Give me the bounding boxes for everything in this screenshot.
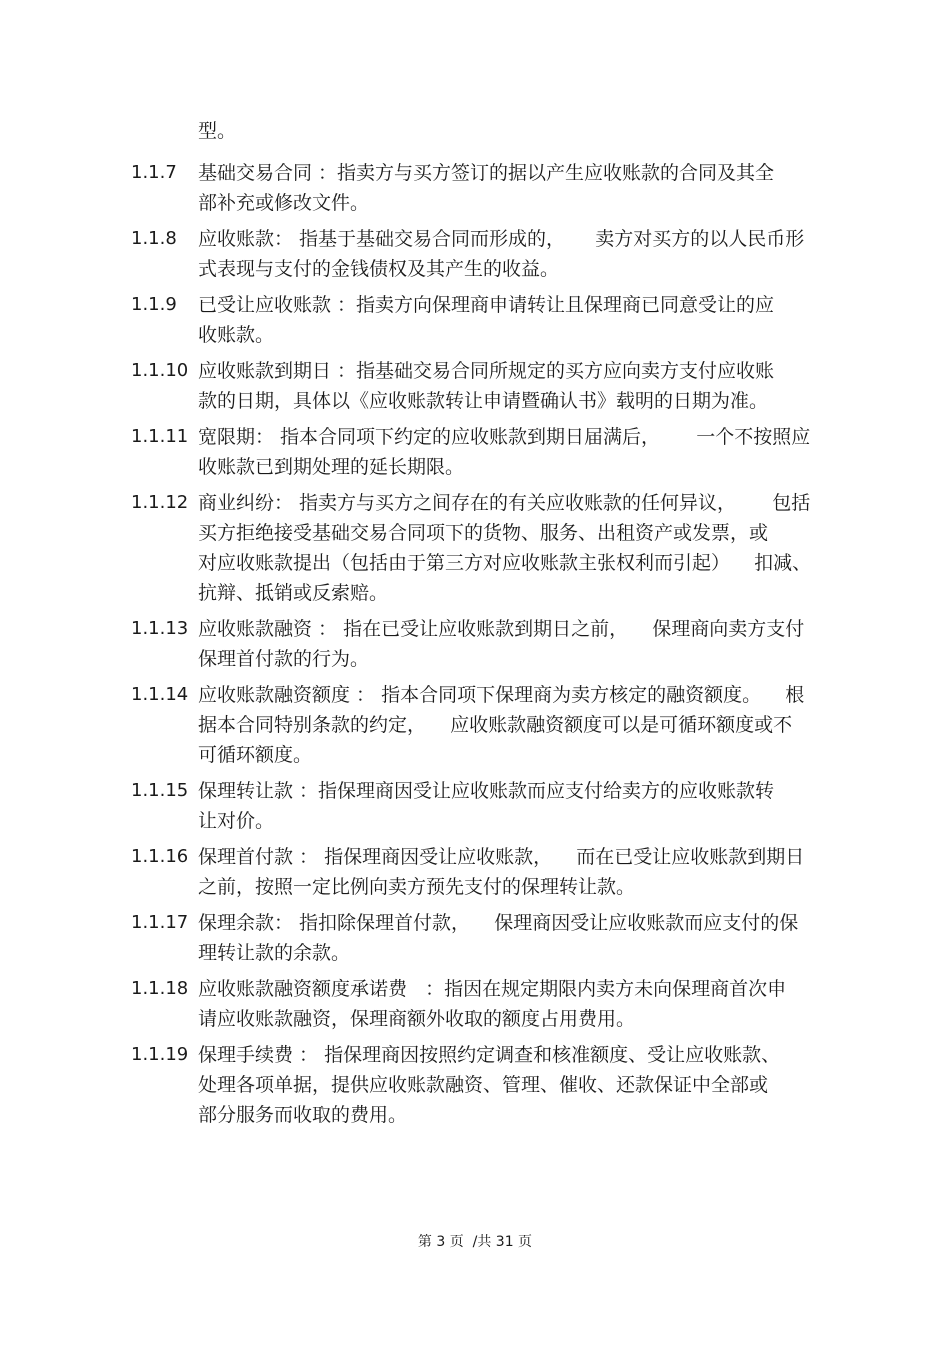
clause-text-line: 让对价。 (198, 810, 275, 832)
clause-text-line: 商业纠纷： 指卖方与买方之间存在的有关应收账款的任何异议， 包括 (198, 492, 811, 514)
clause-item (0, 614, 950, 674)
clause-text-line: 应收账款： 指基于基础交易合同而形成的， 卖方对买方的以人民币形 (198, 228, 805, 250)
clause-text-line: 可循环额度。 (198, 744, 313, 766)
clause-item (0, 422, 950, 482)
clause-text-line: 应收账款融资额度 ： 指本合同项下保理商为卖方核定的融资额度。 根 (198, 684, 805, 706)
clause-text-line: 保理首付款的行为。 (198, 648, 370, 670)
clause-number: 1.1.17 (131, 912, 189, 933)
clause-item (0, 974, 950, 1034)
clause-text-line: 理转让款的余款。 (198, 942, 351, 964)
clause-text-line: 处理各项单据，提供应收账款融资、管理、催收、还款保证中全部或 (198, 1074, 769, 1096)
clause-number: 1.1.10 (131, 360, 189, 381)
clause-number: 1.1.12 (131, 492, 189, 513)
clause-text-line: 买方拒绝接受基础交易合同项下的货物、服务、出租资产或发票，或 (198, 522, 769, 544)
clause-text-line: 对应收账款提出（包括由于第三方对应收账款主张权利而引起） 扣减、 (198, 552, 812, 574)
clause-text-line: 收账款。 (198, 324, 275, 346)
clause-text-line: 应收账款到期日 ：指基础交易合同所规定的买方应向卖方支付应收账 (198, 360, 775, 382)
clause-text-line: 保理首付款 ： 指保理商因受让应收账款， 而在已受让应收账款到期日 (198, 846, 805, 868)
clause-item (0, 1040, 950, 1130)
clause-number: 1.1.7 (131, 162, 177, 183)
clause-text-line: 已受让应收账款 ：指卖方向保理商申请转让且保理商已同意受让的应 (198, 294, 775, 316)
clause-number: 1.1.13 (131, 618, 189, 639)
clause-text-line: 应收账款融资 ： 指在已受让应收账款到期日之前， 保理商向卖方支付 (198, 618, 805, 640)
clause-number: 1.1.9 (131, 294, 177, 315)
clause-number: 1.1.14 (131, 684, 189, 705)
clause-list (0, 158, 950, 1136)
clause-text-line: 保理手续费 ： 指保理商因按照约定调查和核准额度、受让应收账款、 (198, 1044, 781, 1066)
clause-text-line: 据本合同特别条款的约定， 应收账款融资额度可以是可循环额度或不 (198, 714, 793, 736)
clause-number: 1.1.18 (131, 978, 189, 999)
clause-text-line: 部分服务而收取的费用。 (198, 1104, 408, 1126)
clause-text-line: 收账款已到期处理的延长期限。 (198, 456, 465, 478)
clause-text-line: 之前，按照一定比例向卖方预先支付的保理转让款。 (198, 876, 636, 898)
clause-item (0, 776, 950, 836)
clause-number: 1.1.19 (131, 1044, 189, 1065)
clause-text-line: 保理余款： 指扣除保理首付款， 保理商因受让应收账款而应支付的保 (198, 912, 799, 934)
clause-item (0, 842, 950, 902)
continuation-text: 型。 (198, 120, 237, 142)
clause-text-line: 宽限期： 指本合同项下约定的应收账款到期日届满后， 一个不按照应 (198, 426, 811, 448)
clause-item (0, 158, 950, 218)
clause-item (0, 488, 950, 608)
clause-text-line: 请应收账款融资，保理商额外收取的额度占用费用。 (198, 1008, 636, 1030)
clause-text-line: 式表现与支付的金钱债权及其产生的收益。 (198, 258, 560, 280)
clause-item (0, 356, 950, 416)
clause-number: 1.1.15 (131, 780, 189, 801)
clause-item (0, 224, 950, 284)
clause-item (0, 290, 950, 350)
clause-item (0, 908, 950, 968)
clause-text-line: 部补充或修改文件。 (198, 192, 370, 214)
clause-number: 1.1.8 (131, 228, 177, 249)
clause-number: 1.1.16 (131, 846, 189, 867)
clause-text-line: 款的日期，具体以《应收账款转让申请暨确认书》载明的日期为准。 (198, 390, 769, 412)
page-footer: 第 3 页 /共 31 页 (417, 1234, 533, 1250)
clause-text-line: 抗辩、抵销或反索赔。 (198, 582, 389, 604)
clause-number: 1.1.11 (131, 426, 189, 447)
clause-text-line: 保理转让款 ：指保理商因受让应收账款而应支付给卖方的应收账款转 (198, 780, 775, 802)
clause-text-line: 基础交易合同 ：指卖方与买方签订的据以产生应收账款的合同及其全 (198, 162, 775, 184)
clause-text-line: 应收账款融资额度承诺费 ：指因在规定期限内卖方未向保理商首次申 (198, 978, 787, 1000)
clause-item (0, 680, 950, 770)
